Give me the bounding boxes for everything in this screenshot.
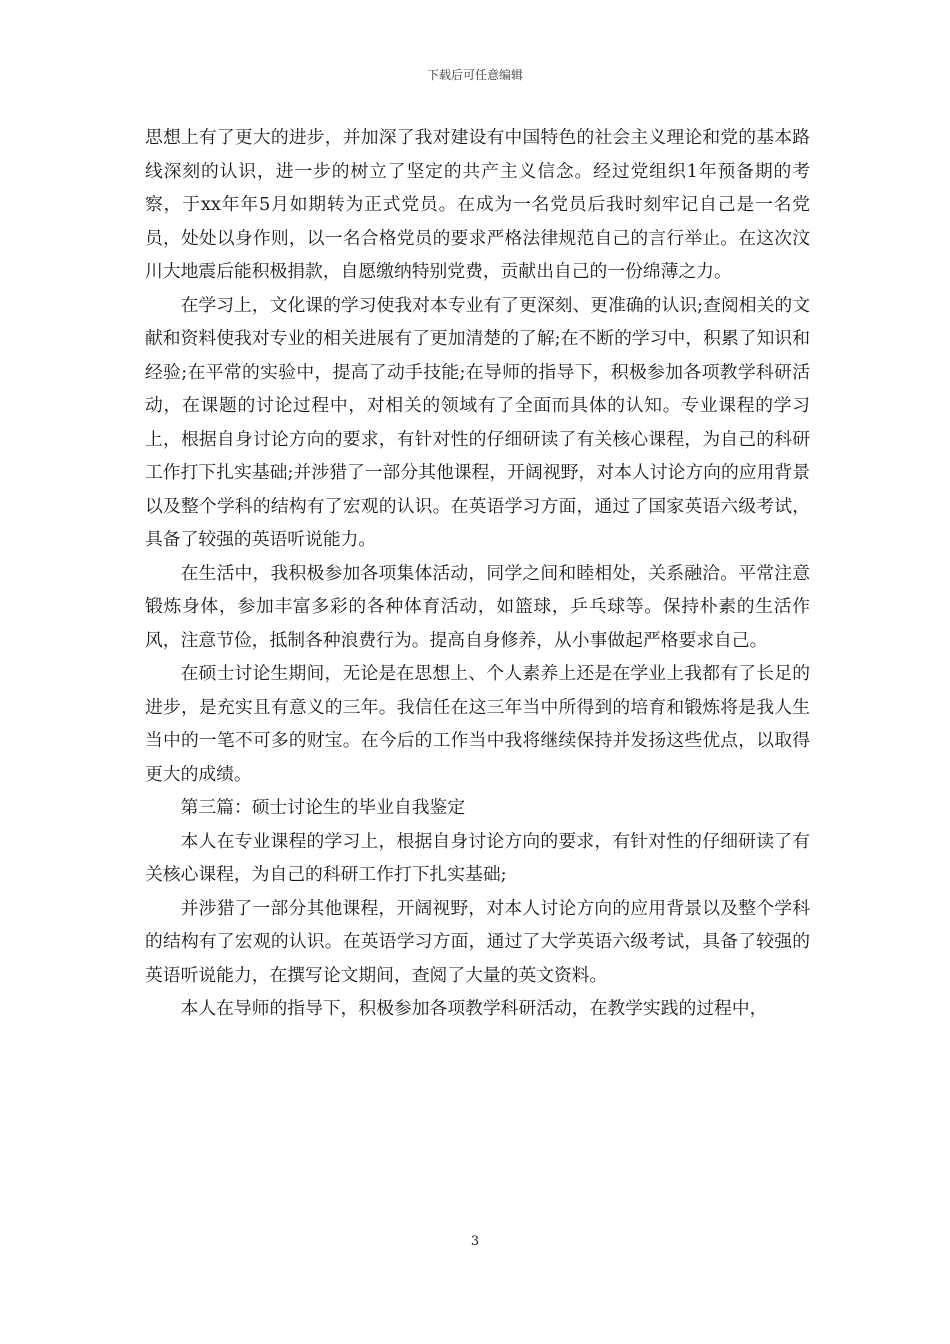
- paragraph-5: 本人在专业课程的学习上，根据自身讨论方向的要求，有针对性的仔细研读了有关核心课程，为自己的科研工作打下扎实基础;: [145, 830, 810, 885]
- paragraph-7: 本人在导师的指导下，积极参加各项教学科研活动，在教学实践的过程中，: [180, 998, 768, 1019]
- paragraph-1: 思想上有了更大的进步，并加深了我对建设有中国特色的社会主义理论和党的基本路线深刻的认识，进一步的树立了坚定的共产主义信念。经过党组织1年预备期的考察，于xx年年5月如期转为正式党员。在成为一名党员后我时刻牢记自己是一名党员，处处以身作则，以一名合格党员的要求严格法律规范自己的言行举止。在这次汶川大地震后能积极捐款，自愿缴纳特别党费，贡献出自己的一份绵薄之力。: [145, 127, 810, 282]
- section-heading: 第三篇：硕士讨论生的毕业自我鉴定: [180, 797, 466, 818]
- paragraph-2: 在学习上，文化课的学习使我对本专业有了更深刻、更准确的认识;查阅相关的文献和资料使我对专业的相关进展有了更加清楚的了解;在不断的学习中，积累了知识和经验;在平常的实验中，提高了动手技能;在导师的指导下，积极参加各项教学科研活动，在课题的讨论过程中，对相关的领域有了全面而具体的认知。专业课程的学习上，根据自身讨论方向的要求，有针对性的仔细研读了有关核心课程，为自己的科研工作打下扎实基础;并涉猎了一部分其他课程，开阔视野，对本人讨论方向的应用背景以及整个学科的结构有了宏观的认识。在英语学习方面，通过了国家英语六级考试，具备了较强的英语听说能力。: [145, 294, 810, 550]
- header-note: 下载后可任意编辑: [426, 68, 523, 82]
- document-body: [145, 121, 810, 1026]
- page-number: 3: [470, 1234, 480, 1249]
- paragraph-3: 在生活中，我积极参加各项集体活动，同学之间和睦相处，关系融洽。平常注意锻炼身体，参加丰富多彩的各种体育活动，如篮球，乒乓球等。保持朴素的生活作风，注意节俭，抵制各种浪费行为。提高自身修养，从小事做起严格要求自己。: [145, 562, 810, 651]
- paragraph-6: 并涉猎了一部分其他课程，开阔视野，对本人讨论方向的应用背景以及整个学科的结构有了宏观的认识。在英语学习方面，通过了大学英语六级考试，具备了较强的英语听说能力，在撰写论文期间，查阅了大量的英文资料。: [145, 897, 810, 986]
- paragraph-4: 在硕士讨论生期间，无论是在思想上、个人素养上还是在学业上我都有了长足的进步，是充实且有意义的三年。我信任在这三年当中所得到的培育和锻炼将是我人生当中的一笔不可多的财宝。在今后的工作当中我将继续保持并发扬这些优点，以取得更大的成绩。: [145, 663, 810, 785]
